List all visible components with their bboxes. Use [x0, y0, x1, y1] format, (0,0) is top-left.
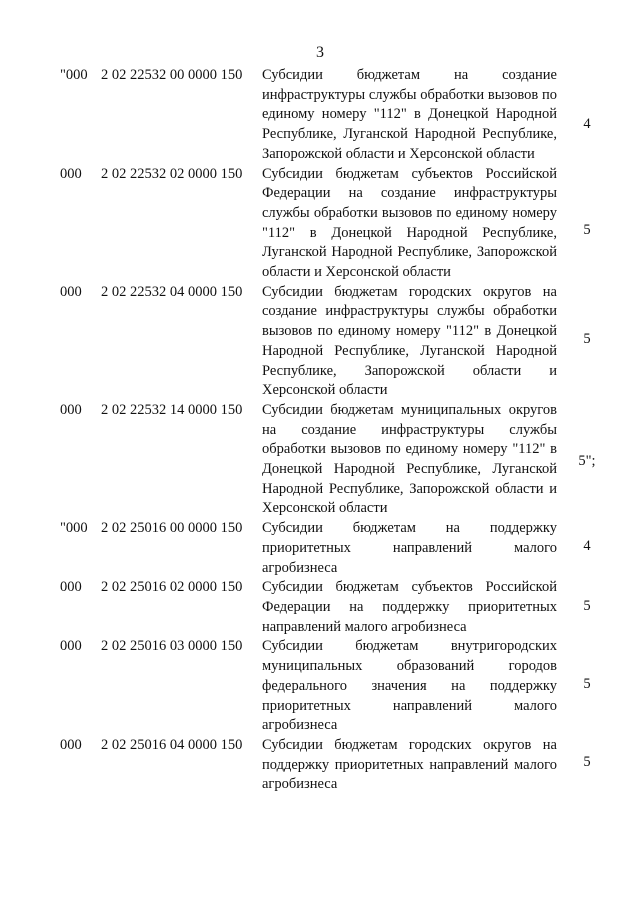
- page-number: 3: [316, 44, 324, 61]
- budget-classification-code: 2 02 25016 00 0000 150: [101, 520, 243, 537]
- row-value: 5: [583, 753, 591, 770]
- row-description: Субсидии бюджетам муниципальных округов на создание инфраструктуры службы обработки вызовов по единому номеру "112" в Донецкой Народной Республике, Луганской Народной Республике, Запорожской области и Херсонской области: [262, 401, 557, 517]
- budget-classification-code: 2 02 25016 03 0000 150: [101, 638, 243, 655]
- row-prefix: 000: [60, 283, 82, 300]
- row-value: 4: [583, 538, 591, 555]
- row-prefix: 000: [60, 638, 82, 655]
- row-value: 5: [583, 598, 591, 615]
- row-description: Субсидии бюджетам субъектов Российской Федерации на поддержку приоритетных направлений малого агробизнеса: [262, 579, 557, 635]
- budget-classification-code: 2 02 22532 00 0000 150: [101, 67, 243, 83]
- table-row: [0, 578, 640, 637]
- row-prefix: 000: [60, 736, 82, 753]
- table-row: [0, 283, 640, 401]
- row-prefix: 000: [60, 579, 82, 596]
- row-prefix: 000: [60, 165, 82, 182]
- budget-code-table: [0, 66, 640, 795]
- row-description: Субсидии бюджетам на поддержку приоритетных направлений малого агробизнеса: [262, 520, 557, 576]
- row-value: 4: [583, 116, 591, 132]
- table-row: [0, 66, 640, 165]
- budget-classification-code: 2 02 25016 04 0000 150: [101, 736, 243, 753]
- row-description: Субсидии бюджетам субъектов Российской Федерации на создание инфраструктуры службы обработки вызовов по единому номеру "112" в Донецкой Народной Республике, Луганской Народной Республике, Запорожской области и Херсонской области: [262, 165, 557, 281]
- row-value: 5: [583, 676, 591, 693]
- budget-classification-code: 2 02 25016 02 0000 150: [101, 579, 243, 596]
- row-prefix: 000: [60, 401, 82, 418]
- table-row: [0, 401, 640, 519]
- row-prefix: "000: [60, 520, 88, 537]
- row-description: Субсидии бюджетам внутригородских муниципальных образований городов федерального значения на поддержку приоритетных направлений малого агробизнеса: [262, 638, 557, 734]
- row-description: Субсидии бюджетам городских округов на создание инфраструктуры службы обработки вызовов по единому номеру "112" в Донецкой Народной Республике, Луганской Народной Республике, Запорожской области и Херсонской области: [262, 283, 557, 399]
- budget-classification-code: 2 02 22532 02 0000 150: [101, 165, 243, 182]
- table-row: [0, 637, 640, 736]
- table-row: [0, 519, 640, 578]
- row-description: Субсидии бюджетам городских округов на поддержку приоритетных направлений малого агробизнеса: [262, 736, 557, 793]
- budget-classification-code: 2 02 22532 14 0000 150: [101, 401, 243, 418]
- row-value: 5: [583, 330, 591, 347]
- budget-classification-code: 2 02 22532 04 0000 150: [101, 283, 243, 300]
- row-value: 5: [583, 221, 591, 238]
- table-row: [0, 736, 640, 795]
- row-prefix: "000: [60, 67, 88, 83]
- row-description: Субсидии бюджетам на создание инфраструктуры службы обработки вызовов по единому номеру "112" в Донецкой Народной Республике, Луганской Народной Республике, Запорожской области и Херсонской области: [262, 67, 557, 162]
- row-value: 5";: [578, 452, 596, 469]
- table-row: [0, 165, 640, 283]
